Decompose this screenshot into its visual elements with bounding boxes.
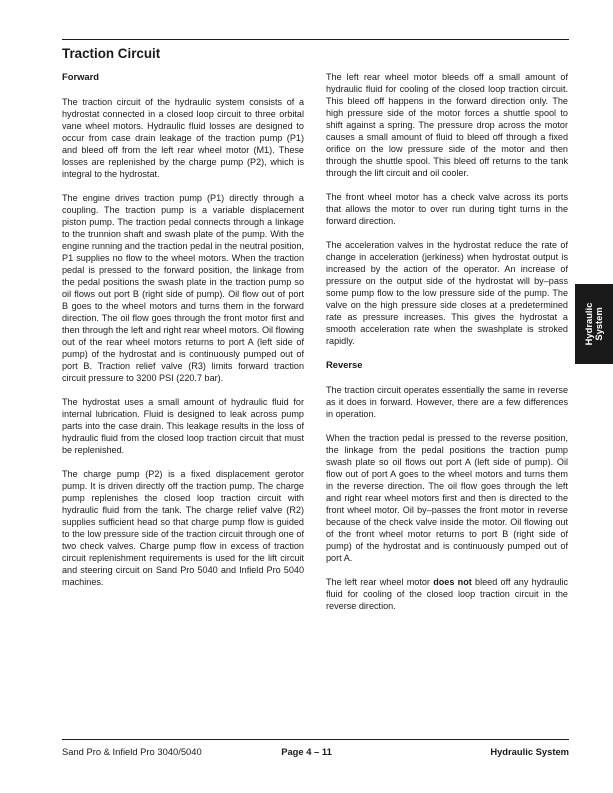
section-tab-label <box>584 303 604 346</box>
paragraph-reverse-position: When the traction pedal is pressed to the reverse position, the linkage from the pedal positions the traction pump swash plate so oil flows out port A (left side of pump). Oil flow out of port A goes to the wheel motors and turns them in the reverse direction. The oil flow goes through the left and right rear wheel motors first and then is directed to the front wheel motor. Oil by–passes the front motor in reverse because of the check valve inside the motor. Oil flowing out of the front wheel motor returns to port B (right side of pump) of the hydrostat and is continuously pumped out of port A. <box>326 433 568 563</box>
footer-rule <box>62 739 569 740</box>
no-bleed-text-start: The left rear wheel motor <box>326 577 434 587</box>
paragraph-check-valve: The front wheel motor has a check valve across its ports that allows the motor to over run during tight turns in the forward direction. <box>326 192 568 226</box>
paragraph-engine-drives: The engine drives traction pump (P1) directly through a coupling. The traction pump is a variable displacement piston pump. The traction pedal connects through a linkage to the trunnion shaft and swash plate of the pump. With the engine running and the traction pedal in the neutral position, P1 supplies no flow to the wheel motors. When the traction pedal is pressed to the forward position, the linkage from the pedal positions the swash plate in the traction pump so oil flows out port B (right side of pump). Oil flow out of port B goes to the wheel motors and turns them in the forward direction. The oil flow goes through the front motor first and then through the left and right rear wheel motors. Oil flowing out of the rear wheel motors returns to port A (left side of pump) of the hydrostat and is continuously pumped out of port B. Traction relief valve (R3) limits forward traction circuit pressure to 3200 PSI (220.7 bar). <box>62 193 304 383</box>
right-column <box>326 71 568 624</box>
paragraph-acceleration-valves: The acceleration valves in the hydrostat reduce the rate of change in acceleration (jerkiness) when hydrostat output is increased by the action of the operator. An increase of pressure on the output side of the hydrostat will by–pass some pump flow to the low pressure side of the pump. The valve on the high pressure side closes at a predetermined rate as pressure increases. This gives the hydrostat a smooth acceleration rate when the swashplate is stroked rapidly. <box>326 240 568 346</box>
footer-page-number: Page 4 – 11 <box>281 746 332 757</box>
footer-manual-title: Sand Pro & Infield Pro 3040/5040 <box>62 746 202 757</box>
section-title: Traction Circuit <box>62 46 161 61</box>
no-bleed-emphasis: does not <box>433 577 472 587</box>
header-rule <box>62 39 569 40</box>
forward-heading: Forward <box>62 71 99 82</box>
reverse-heading: Reverse <box>326 359 363 370</box>
paragraph-bleed-off: The left rear wheel motor bleeds off a small amount of hydraulic fluid for cooling of the closed loop traction circuit. This bleed off happens in the forward direction only. The high pressure side of the motor forces a shuttle spool to shift against a spring. The pressure drop across the motor causes a small amount of fluid to bleed off through a fixed orifice on the low pressure side of the motor and then through the shuttle spool. This bleed off returns to the tank through the lift circuit and oil cooler. <box>326 72 568 178</box>
paragraph-charge-pump: The charge pump (P2) is a fixed displacement gerotor pump. It is driven directly off the traction pump. The charge pump replenishes the closed loop traction circuit with hydraulic fluid from the tank. The charge relief valve (R2) supplies sufficient head so that charge pump flow is guided to the low pressure side of the traction circuit through one of two check valves. Charge pump flow in excess of traction circuit replenishment requirements is used for the lift circuit and steering circuit on Sand Pro 5040 and Infield Pro 5040 machines. <box>62 469 304 587</box>
paragraph-traction-overview: The traction circuit of the hydraulic system consists of a hydrostat connected in a closed loop circuit to three orbital vane wheel motors. Hydraulic fluid losses are designed to occur from case drain leakage of the traction pump (P1) and bleed off from the left rear wheel motor (M1). These losses are replenished by the charge pump (P2), which is integral to the hydrostat. <box>62 97 304 179</box>
no-bleed-text-end: bleed off any hydraulic fluid for cooling of the closed loop traction circuit in the reverse direction. <box>326 577 569 611</box>
section-tab <box>575 284 613 364</box>
section-tab-line-2: System <box>593 307 604 341</box>
paragraph-no-bleed-off <box>326 576 568 612</box>
paragraph-reverse-overview: The traction circuit operates essentially the same in reverse as it does in forward. However, there are a few differences in operation. <box>326 385 568 419</box>
paragraph-lubrication: The hydrostat uses a small amount of hydraulic fluid for internal lubrication. Fluid is designed to leak across pump parts into the case drain. This leakage results in the loss of hydraulic fluid from the closed loop traction circuit that must be replenished. <box>62 397 304 455</box>
left-column <box>62 71 304 600</box>
section-tab-line-1: Hydraulic <box>583 302 594 346</box>
footer-section-name: Hydraulic System <box>490 746 569 757</box>
